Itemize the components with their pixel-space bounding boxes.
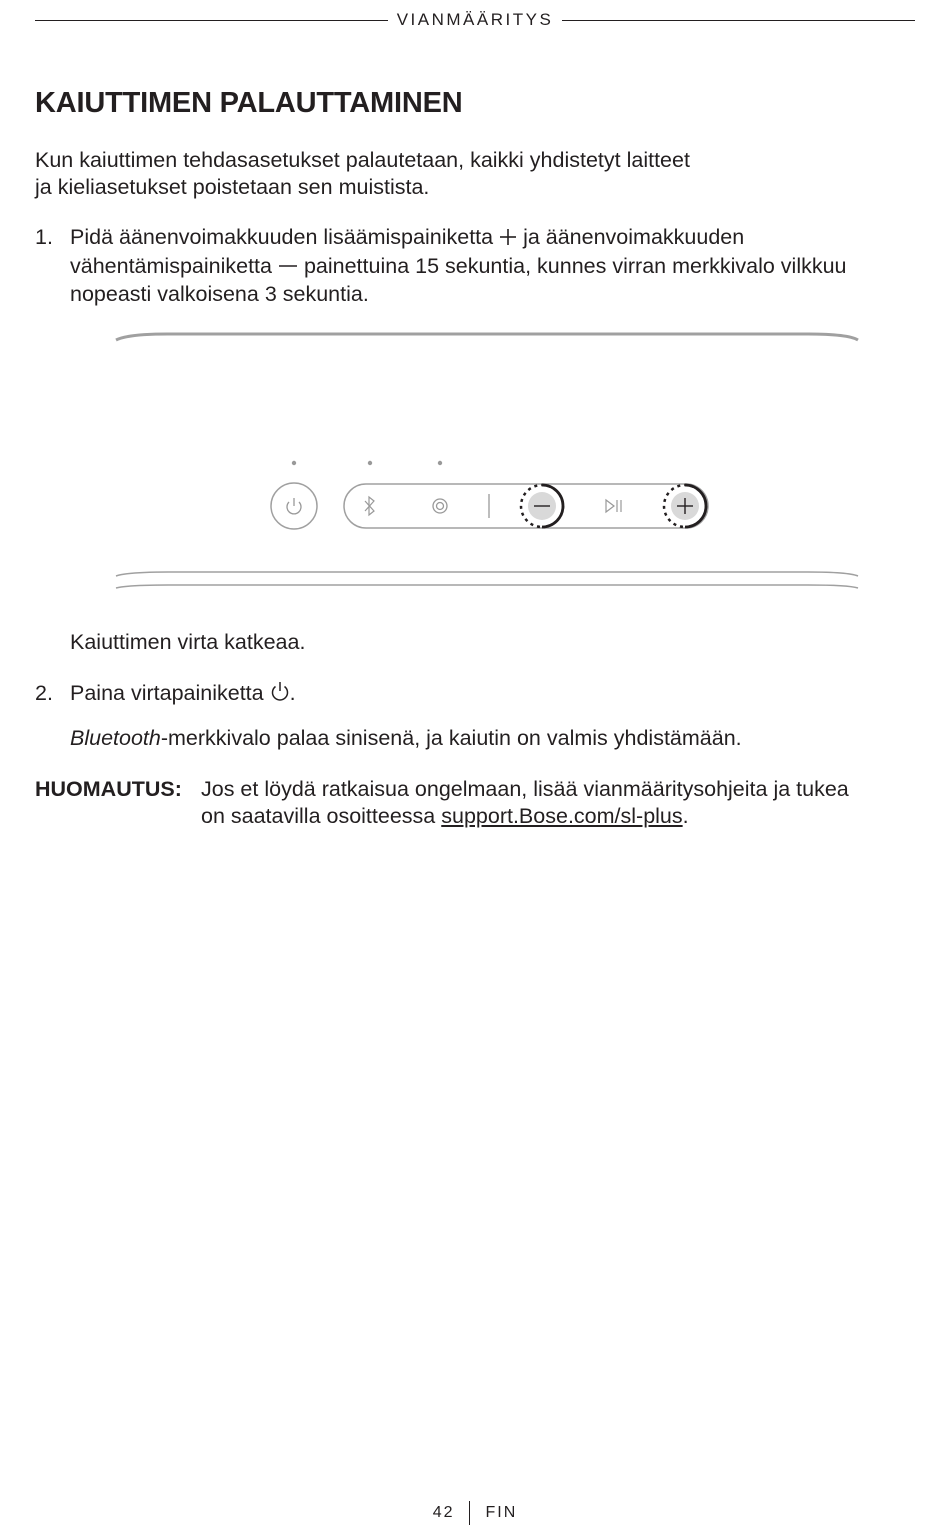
header-rule-left	[35, 20, 388, 21]
intro-paragraph	[35, 147, 905, 200]
bluetooth-word: Bluetooth	[70, 726, 161, 750]
step-2-result	[70, 725, 742, 752]
step-1-text	[70, 224, 920, 308]
power-icon	[270, 680, 290, 709]
step-1-text-e: nopeasti valkoisena 3 sekuntia.	[70, 282, 369, 306]
power-indicator-light	[292, 461, 296, 465]
page-footer	[0, 1498, 950, 1528]
note-line-1: Jos et löydä ratkaisua ongelmaan, lisää vianmääritysohjeita ja tukea	[201, 777, 849, 801]
speaker-bottom-edge-2	[116, 585, 858, 588]
minus-icon	[278, 255, 298, 282]
step-2-text-main: Paina virtapainiketta	[70, 681, 264, 705]
speaker-control-illustration	[108, 320, 868, 600]
language-code: FIN	[485, 1504, 518, 1521]
function-indicator-light	[438, 461, 442, 465]
speaker-bottom-edge-1	[116, 572, 858, 576]
power-button	[271, 483, 317, 529]
bluetooth-indicator-light	[368, 461, 372, 465]
note-line-2-post: .	[682, 803, 689, 828]
step-1-text-c: vähentämispainiketta	[70, 253, 272, 278]
step-1-number: 1.	[35, 225, 53, 249]
header-rule-right	[562, 20, 915, 21]
page-header	[35, 8, 915, 32]
note-text	[201, 776, 916, 829]
plus-icon	[499, 226, 517, 253]
step-1-result: Kaiuttimen virta katkeaa.	[70, 630, 306, 654]
step-2-text-end: .	[289, 681, 296, 705]
step-1-text-d: painettuina 15 sekuntia, kunnes virran merkkivalo vilkkuu	[303, 253, 847, 278]
note-line-2-pre: on saatavilla osoitteessa	[201, 803, 436, 828]
step-2-result-rest: -merkkivalo palaa sinisenä, ja kaiutin on valmis yhdistämään.	[160, 726, 742, 750]
step-1-text-a: Pidä äänenvoimakkuuden lisäämispainiketta	[70, 225, 494, 249]
support-link[interactable]: support.Bose.com/sl-plus	[441, 803, 683, 828]
note-label: HUOMAUTUS:	[35, 777, 182, 801]
step-2-number: 2.	[35, 681, 53, 705]
page-heading: KAIUTTIMEN PALAUTTAMINEN	[35, 87, 463, 119]
speaker-top-edge	[116, 334, 858, 340]
footer-separator	[469, 1501, 470, 1525]
section-title: VIANMÄÄRITYS	[396, 10, 554, 29]
step-2-text	[70, 680, 920, 709]
step-1-text-b: ja äänenvoimakkuuden	[523, 225, 745, 249]
intro-line-2: ja kieliasetukset poistetaan sen muistista.	[35, 174, 430, 199]
intro-line-1: Kun kaiuttimen tehdasasetukset palautetaan, kaikki yhdistetyt laitteet	[35, 148, 690, 172]
page-number: 42	[432, 1504, 455, 1521]
